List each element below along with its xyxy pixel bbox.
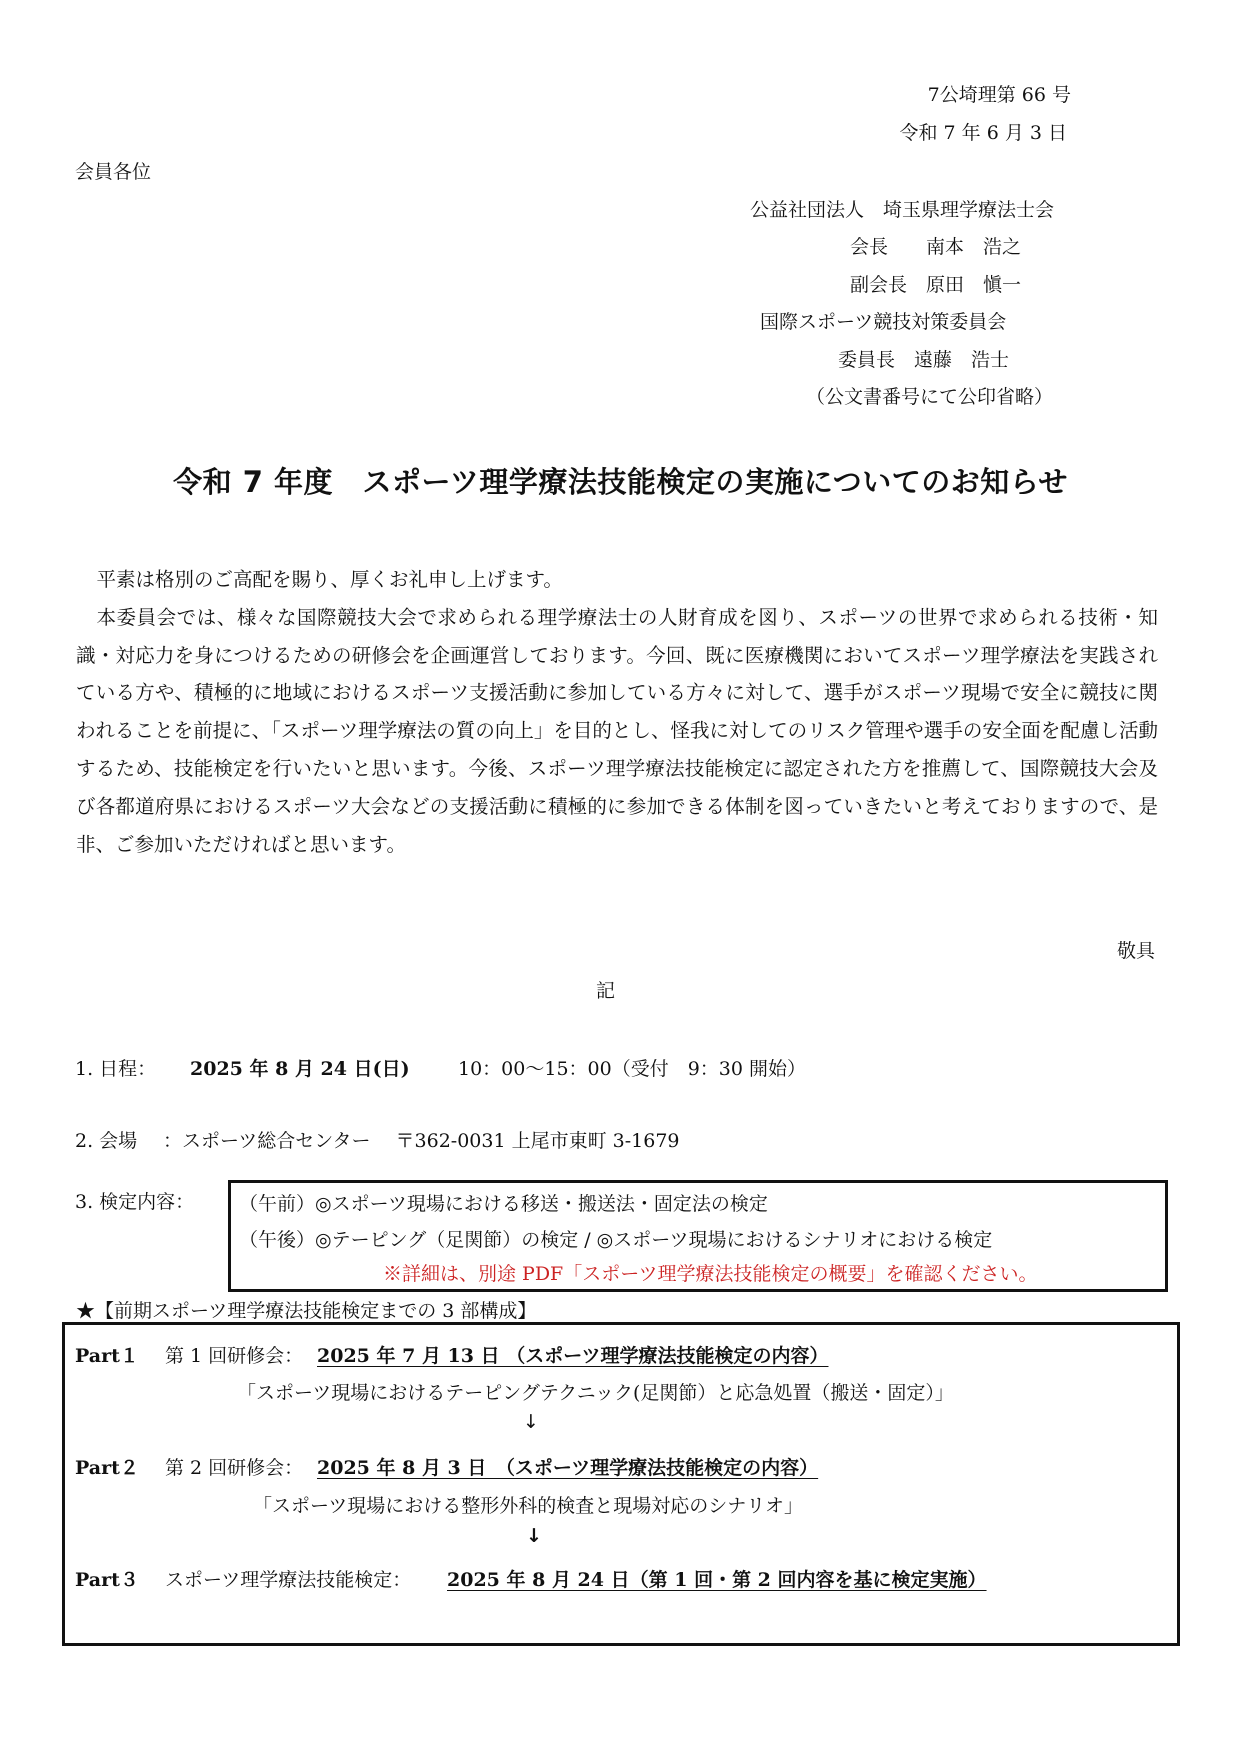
sender-committee-chair: 委員長 遠藤 浩士 bbox=[838, 349, 1010, 371]
part1-prefix: 第 1 回研修会： bbox=[165, 1345, 304, 1367]
content-label: 3. 検定内容： bbox=[75, 1191, 195, 1213]
down-arrow-icon: ↓ bbox=[526, 1525, 542, 1547]
part1-label: Part１ bbox=[75, 1345, 139, 1367]
part3-label: Part３ bbox=[75, 1569, 139, 1591]
document-date: 令和 7 年 6 月 3 日 bbox=[899, 122, 1067, 144]
content-afternoon: （午後）◎テーピング（足関節）の検定 / ◎スポーツ現場におけるシナリオにおける検定 bbox=[239, 1229, 993, 1251]
content-detail-note: ※詳細は、別途 PDF「スポーツ理学療法技能検定の概要」を確認ください。 bbox=[383, 1263, 1038, 1285]
schedule-date: 2025 年 8 月 24 日(日) bbox=[190, 1058, 410, 1080]
venue-value: ：スポーツ総合センター 〒362-0031 上尾市東町 3-1679 bbox=[163, 1130, 680, 1152]
part1-date: 2025 年 7 月 13 日 （スポーツ理学療法技能検定の内容） bbox=[317, 1345, 829, 1367]
main-paragraph: 本委員会では、様々な国際競技大会で求められる理学療法士の人財育成を図り、スポーツの世界で求められる技術・知識・対応力を身につけるための研修会を企画運営しております。今回、既に医療機関においてスポーツ理学療法を実践されている方や、積極的に地域におけるスポーツ支援活動に参加している方々に対して、選手がスポーツ現場で安全に競技に関われることを前提に、「スポーツ理学療法の質の向上」を目的とし、怪我に対してのリスク管理や選手の安全面を配慮し活動するため、技能検定を行いたいと思います。今後、スポーツ理学療法技能検定に認定された方を推薦して、国際競技大会及び各都道府県におけるスポーツ大会などの支援活動に積極的に参加できる体制を図っていきたいと考えておりますので、是非、ご参加いただければと思います。 bbox=[76, 605, 1158, 856]
part1-detail: 「スポーツ現場におけるテーピングテクニック(足関節）と応急処置（搬送・固定）」 bbox=[237, 1382, 954, 1404]
schedule-time: 10：00～15：00（受付 9：30 開始） bbox=[458, 1058, 807, 1080]
parts-box bbox=[62, 1322, 1180, 1646]
parts-heading: ★【前期スポーツ理学療法技能検定までの 3 部構成】 bbox=[76, 1300, 537, 1322]
part2-prefix: 第 2 回研修会： bbox=[165, 1457, 304, 1479]
content-box bbox=[228, 1180, 1168, 1292]
schedule-label: 1. 日程： bbox=[75, 1058, 157, 1080]
content-morning: （午前）◎スポーツ現場における移送・搬送法・固定法の検定 bbox=[239, 1193, 768, 1215]
closing-word: 敬具 bbox=[1116, 940, 1155, 962]
sender-president: 会長 南本 浩之 bbox=[850, 236, 1022, 258]
part2-detail: 「スポーツ現場における整形外科的検査と現場対応のシナリオ」 bbox=[253, 1495, 804, 1517]
document-number: 7公埼理第 66 号 bbox=[927, 84, 1071, 106]
part3-prefix: スポーツ理学療法技能検定： bbox=[165, 1569, 412, 1591]
body-text bbox=[76, 561, 1158, 863]
part3-date: 2025 年 8 月 24 日（第 1 回・第 2 回内容を基に検定実施） bbox=[447, 1569, 987, 1591]
seal-omission-note: （公文書番号にて公印省略） bbox=[806, 386, 1054, 408]
venue-label: 2. 会場 bbox=[75, 1130, 138, 1152]
sender-vice-president: 副会長 原田 愼一 bbox=[850, 274, 1022, 296]
addressee: 会員各位 bbox=[75, 161, 152, 183]
down-arrow-icon: ↓ bbox=[523, 1411, 539, 1433]
ki-heading: 記 bbox=[596, 980, 616, 1002]
sender-committee: 国際スポーツ競技対策委員会 bbox=[760, 311, 1007, 333]
part2-label: Part２ bbox=[75, 1457, 139, 1479]
sender-organization: 公益社団法人 埼玉県理学療法士会 bbox=[750, 199, 1055, 221]
part2-date: 2025 年 8 月 3 日 （スポーツ理学療法技能検定の内容） bbox=[317, 1457, 819, 1479]
page-title: 令和 7 年度 スポーツ理学療法技能検定の実施についてのお知らせ bbox=[173, 465, 1068, 499]
greeting-paragraph: 平素は格別のご高配を賜り、厚くお礼申し上げます。 bbox=[96, 568, 563, 591]
